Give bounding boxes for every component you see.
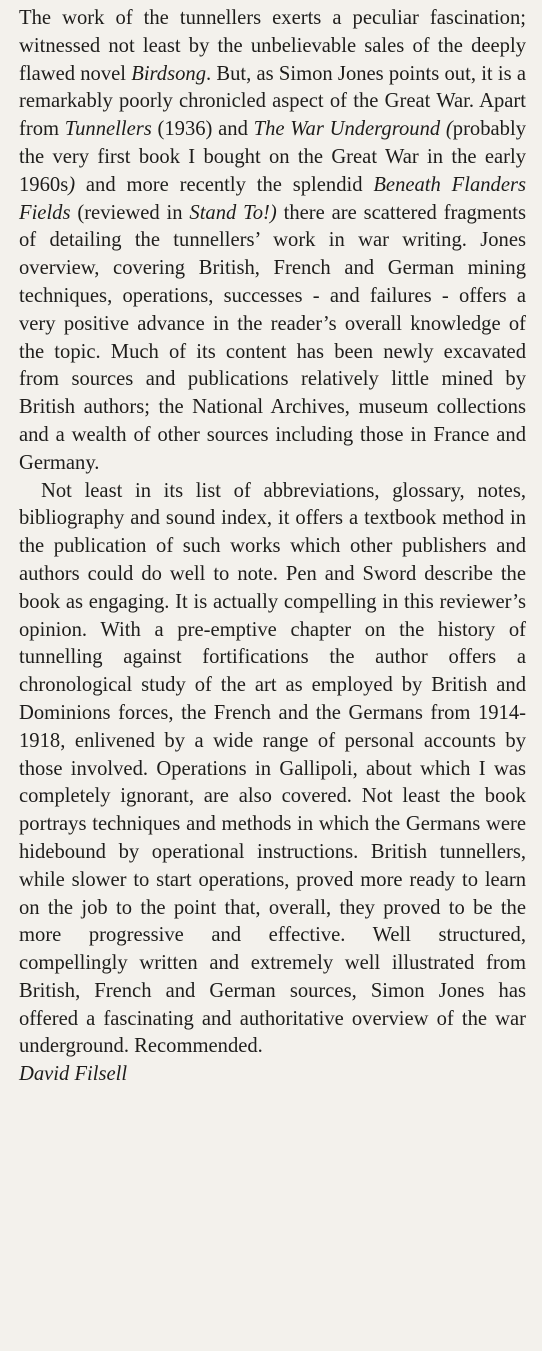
text-segment: Not least in its list of abbreviations, glossary, notes, bibliography and sound index, it offers a textbook method in the publication of such works which other publishers and authors could do well to note. Pen and Sword describe the book as engaging. It is actually compelling in this reviewer’s opinion. With a pre-emptive chapter on the history of tunnelling against fortifications the author offers a chronological study of the art as employed by British and Dominions forces, the French and the Germans from 1914-1918, enlivened by a wide range of personal accounts by those involved. Operations in Gallipoli, about which I was completely ignorant, are also covered. Not least the book portrays techniques and methods in which the Germans were hidebound by operational instructions. British tunnellers, while slower to start operations, proved more ready to learn on the job to the point that, overall, they proved to be the more progressive and effective. Well structured, compellingly written and extremely well illustrated from British, French and German sources, Simon Jones has offered a fascinating and authoritative overview of the war underground. Recommended. — [19, 479, 526, 1058]
text-segment: (1936) and — [151, 118, 254, 141]
italic-text-segment: ) — [68, 173, 76, 196]
reviewer-byline: David Filsell — [19, 1063, 128, 1086]
italic-text-segment: The War Underground ( — [253, 118, 453, 141]
text-segment: (reviewed in — [70, 201, 190, 224]
text-segment: probably the very first book I bought on the Great War in the early 1960s — [19, 118, 526, 196]
review-body — [19, 5, 526, 1061]
text-segment: there are scattered fragments of detailing the tunnellers’ work in war writing. Jones overview, covering British, French and German mining techniques, operations, successes - and failures - offers a very positive advance in the reader’s overall knowledge of the topic. Much of its content has been newly excavated from sources and publications relatively little mined by British authors; the National Archives, museum collections and a wealth of other sources including those in France and Germany. — [19, 201, 526, 474]
italic-text-segment: Birdsong — [131, 62, 207, 85]
text-segment: and more recently the splendid — [75, 173, 374, 196]
review-paragraph — [19, 5, 526, 478]
text-segment: The work of the tunnellers exerts a peculiar fascination; witnessed not least by the unbelievable sales of the deeply flawed novel — [19, 7, 526, 85]
italic-text-segment: Beneath Flanders Fields — [19, 173, 527, 224]
italic-text-segment: Stand To!) — [189, 201, 277, 224]
text-segment: . But, as Simon Jones points out, it is a remarkably poorly chronicled aspect of the Great War. Apart from — [19, 62, 526, 141]
italic-text-segment: Tunnellers — [64, 118, 152, 141]
review-paragraph — [19, 478, 526, 1062]
